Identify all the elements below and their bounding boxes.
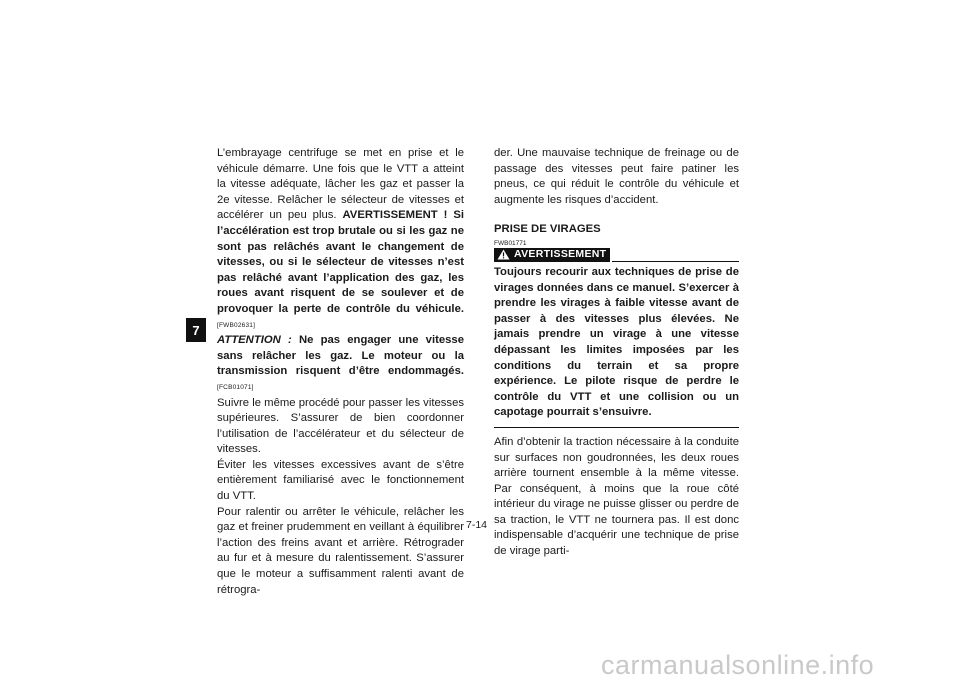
warning-end-rule — [494, 427, 739, 428]
right-column — [494, 146, 739, 560]
acceleration-warning: AVERTISSEMENT ! Si l’accélération est trop brutale ou si les gaz ne sont pas relâchés avant le changement de vitesses, ou si le sélecteur de vitesses n’est pas relâché avant l’application des gaz, les roues avant risquent de se soulever et de provoquer la perte de contrôle du véhicule. — [217, 209, 464, 315]
warning-header — [494, 248, 739, 262]
left-column — [217, 146, 464, 598]
attention-text: Ne pas engager une vitesse sans relâcher les gaz. Le moteur ou la transmission risquent d’être endommagés. — [217, 334, 464, 378]
warning-rule — [612, 261, 739, 262]
warning-code: FWB01771 — [494, 239, 527, 247]
warning-code: [FWB02631] — [217, 321, 256, 329]
attention-code: [FCB01071] — [217, 383, 254, 391]
watermark: carmanualsonline.info — [601, 650, 875, 680]
paragraph-upshift: Suivre le même procédé pour passer les vitesses supérieures. S’assurer de bien coordonner l’utilisation de l’accélérateur et du sélecteur de vitesses. — [217, 396, 464, 456]
page-number: 7-14 — [466, 519, 488, 531]
chapter-tab: 7 — [186, 318, 206, 342]
warning-triangle-icon — [497, 249, 510, 260]
attention-label: ATTENTION : — [217, 334, 292, 347]
warning-badge — [494, 248, 610, 262]
paragraph-speed: Éviter les vitesses excessives avant de s’être entièrement familiarisé avec le fonctionnement du VTT. — [217, 458, 464, 503]
warning-text: Toujours recourir aux techniques de prise de virages données dans ce manuel. S’exercer à prendre les virages à faible vitesse avant de passer à des vitesses plus élevées. Ne jamais prendre un virage à une vitesse dépassant les limites imposées par les conditions du terrain et sa propre expérience. Le pilote risque de perdre le contrôle du VTT et une collision ou un capotage pourrait s’ensuivre. — [494, 265, 739, 419]
clutch-text: L’embrayage centrifuge se met en prise et le véhicule démarre. Une fois que le VTT a atteint la vitesse adéquate, lâcher les gaz et passer la 2e vitesse. Relâcher le sélecteur de vitesses et accélérer un peu plus. — [217, 147, 464, 222]
paragraph-slowing: Pour ralentir ou arrêter le véhicule, relâcher les gaz et freiner prudemment en veillant à équilibrer l’action des freins avant et arrière. Rétrograder au fur et à mesure du ralentissement. S’assurer que le moteur a suffisamment ralenti avant de rétrogra- — [217, 505, 464, 596]
paragraph-traction: Afin d’obtenir la traction nécessaire à la conduite sur surfaces non goudronnées, les deux roues arrière tournent ensemble à la même vitesse. Par conséquent, à moins que la roue côté intérieur du virage ne puisse glisser ou perdre de sa traction, le VTT ne tournera pas. Il est donc indispensable d’acquérir une technique de prise de virage parti- — [494, 435, 739, 558]
paragraph-braking: der. Une mauvaise technique de freinage ou de passage des vitesses peut faire patiner les pneus, ce qui réduit le contrôle du véhicule et augmente les risques d’accident. — [494, 147, 739, 206]
warning-label: AVERTISSEMENT — [514, 248, 607, 261]
paragraph-clutch — [217, 146, 464, 396]
section-heading: PRISE DE VIRAGES — [494, 223, 601, 236]
